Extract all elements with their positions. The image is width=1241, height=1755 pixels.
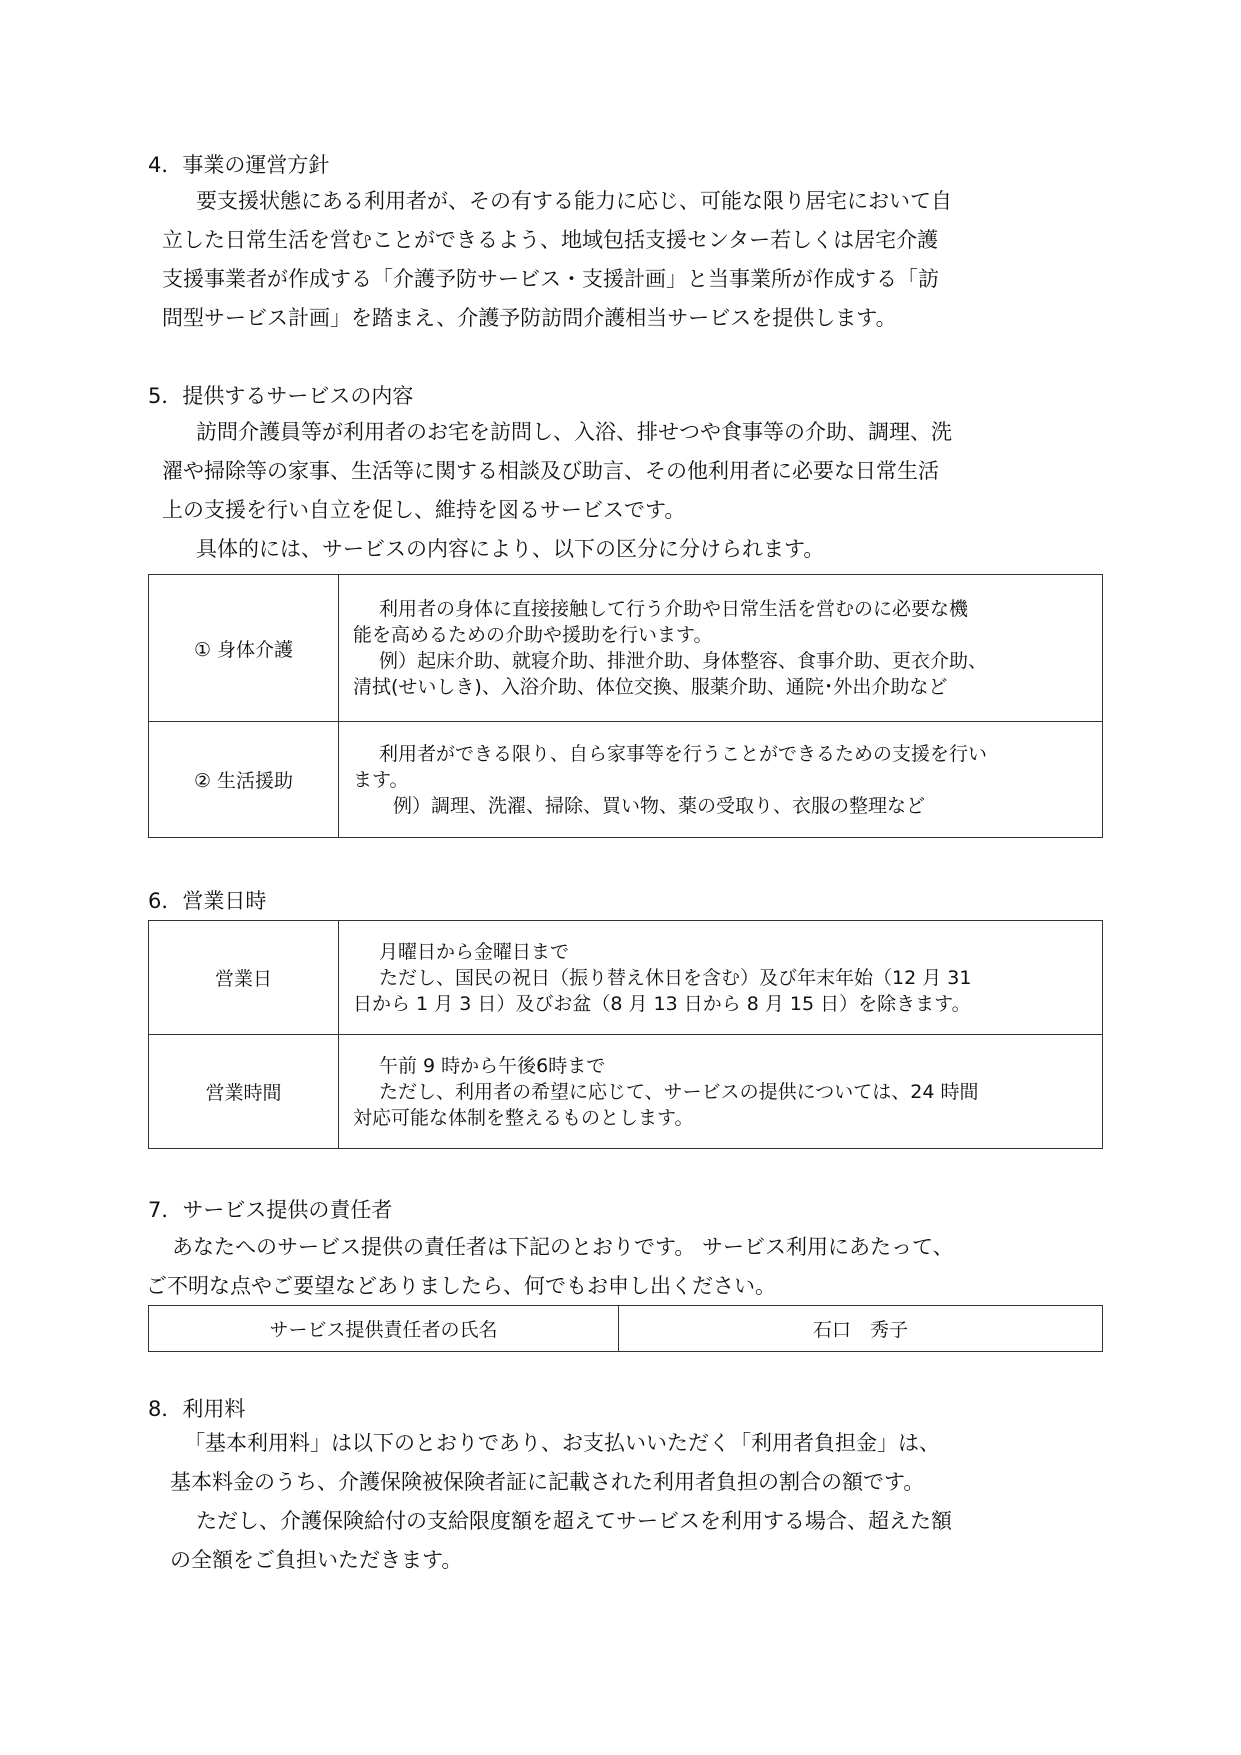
section-8-heading: 8．利用料: [148, 1397, 246, 1421]
table-row: [149, 575, 1103, 722]
section-5-paragraph: [162, 413, 1092, 569]
cell-line: 月曜日から金曜日まで: [379, 940, 570, 963]
cell-line: 対応可能な体制を整えるものとします。: [353, 1106, 694, 1129]
paragraph-line: 具体的には、サービスの内容により、以下の区分に分けられます。: [196, 537, 825, 561]
paragraph-line: 訪問介護員等が利用者のお宅を訪問し、入浴、排せつや食事等の介助、調理、洗: [196, 420, 952, 444]
category-description: [339, 575, 1103, 722]
paragraph-line: 問型サービス計画」を踏まえ、介護予防訪問介護相当サービスを提供します。: [162, 306, 897, 330]
cell-line: 利用者の身体に直接接触して行う介助や日常生活を営むのに必要な機: [379, 598, 969, 620]
section-4-paragraph: [162, 182, 1092, 338]
table-row: [149, 1035, 1103, 1149]
category-label: ② 生活援助: [149, 722, 339, 838]
business-hours-label: 営業時間: [149, 1035, 339, 1149]
cell-line: 例）調理、洗濯、掃除、買い物、薬の受取り、衣服の整理など: [393, 794, 926, 817]
section-7-heading: 7．サービス提供の責任者: [148, 1198, 393, 1222]
section-7-paragraph: [146, 1228, 1076, 1306]
paragraph-line: 濯や掃除等の家事、生活等に関する相談及び助言、その他利用者に必要な日常生活: [162, 459, 939, 483]
cell-line: ます。: [353, 768, 409, 791]
cell-line: 例）起床介助、就寝介助、排泄介助、身体整容、食事介助、更衣介助、: [379, 650, 988, 672]
section-6-heading: 6．営業日時: [148, 889, 267, 913]
business-days-description: [339, 921, 1103, 1035]
paragraph-line: 「基本利用料」は以下のとおりであり、お支払いいただく「利用者負担金」は、: [184, 1431, 940, 1455]
cell-line: ただし、国民の祝日（振り替え休日を含む）及び年末年始（12 月 31: [379, 966, 972, 989]
business-days-label: 営業日: [149, 921, 339, 1035]
category-label: ① 身体介護: [149, 575, 339, 722]
section-5-heading: 5．提供するサービスの内容: [148, 384, 414, 408]
business-hours-table: [148, 920, 1103, 1149]
cell-line: 清拭(せいしき)、入浴介助、体位交換、服薬介助、通院･外出介助など: [353, 676, 948, 698]
service-manager-name: 石口 秀子: [619, 1306, 1103, 1352]
paragraph-line: 基本料金のうち、介護保険被保険者証に記載された利用者負担の割合の額です。: [170, 1470, 925, 1494]
business-hours-description: [339, 1035, 1103, 1149]
paragraph-line: あなたへのサービス提供の責任者は下記のとおりです。 サービス利用にあたって、: [172, 1235, 954, 1259]
paragraph-line: 支援事業者が作成する「介護予防サービス・支援計画」と当事業所が作成する「訪: [162, 267, 939, 291]
section-4-heading: 4．事業の運営方針: [148, 153, 330, 177]
paragraph-line: ご不明な点やご要望などありましたら、何でもお申し出ください。: [146, 1274, 776, 1298]
paragraph-line: 要支援状態にある利用者が、その有する能力に応じ、可能な限り居宅において自: [196, 189, 952, 213]
paragraph-line: の全額をご負担いただきます。: [170, 1548, 463, 1572]
paragraph-line: 立した日常生活を営むことができるよう、地域包括支援センター若しくは居宅介護: [162, 228, 939, 252]
cell-line: 能を高めるための介助や援助を行います。: [353, 624, 713, 646]
service-manager-label: サービス提供責任者の氏名: [149, 1306, 619, 1352]
category-description: [339, 722, 1103, 838]
service-manager-table: [148, 1305, 1103, 1352]
cell-line: 日から 1 月 3 日）及びお盆（8 月 13 日から 8 月 15 日）を除きます。: [353, 992, 971, 1015]
table-row: [149, 1306, 1103, 1352]
paragraph-line: 上の支援を行い自立を促し、維持を図るサービスです。: [162, 498, 686, 522]
cell-line: 午前 9 時から午後6時まで: [379, 1054, 606, 1077]
table-row: [149, 921, 1103, 1035]
cell-line: 利用者ができる限り、自ら家事等を行うことができるための支援を行い: [379, 742, 988, 765]
paragraph-line: ただし、介護保険給付の支給限度額を超えてサービスを利用する場合、超えた額: [196, 1509, 952, 1533]
table-row: [149, 722, 1103, 838]
cell-line: ただし、利用者の希望に応じて、サービスの提供については、24 時間: [379, 1080, 979, 1103]
section-8-paragraph: [162, 1424, 1092, 1580]
service-category-table: [148, 574, 1103, 838]
